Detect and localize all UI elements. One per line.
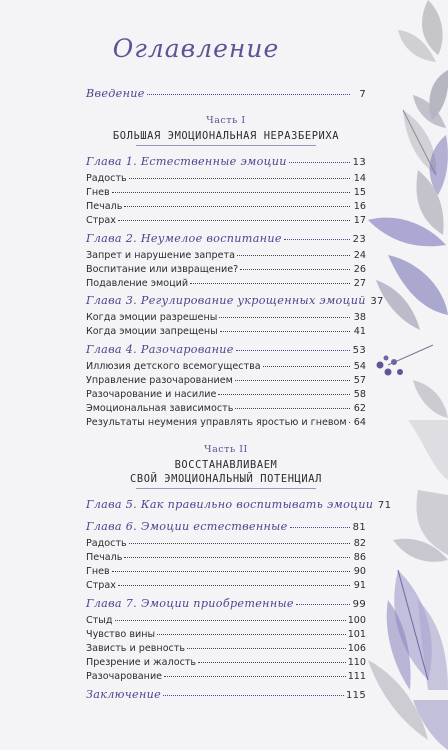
page-number: 90 bbox=[353, 566, 366, 577]
entry-label: Когда эмоции разрешены bbox=[86, 312, 218, 323]
dot-leader bbox=[112, 571, 350, 572]
page-number: 26 bbox=[353, 264, 366, 275]
entry-label: Результаты неумения управлять яростью и гневом bbox=[86, 417, 347, 428]
entry-label: Радость bbox=[86, 173, 127, 184]
entry-label: Разочарование bbox=[86, 671, 163, 682]
entry-label: Когда эмоции запрещены bbox=[86, 326, 218, 337]
toc-entry-chapter-3[interactable] bbox=[86, 294, 384, 308]
dot-leader bbox=[235, 380, 350, 381]
toc-entry-chapter-4[interactable] bbox=[86, 344, 366, 357]
entry-label: Гнев bbox=[86, 566, 110, 577]
page-number: 27 bbox=[353, 278, 366, 289]
berry bbox=[397, 369, 403, 375]
dot-leader bbox=[235, 408, 350, 409]
entry-label: Гнев bbox=[86, 187, 110, 198]
entry-label: Глава 5. Как правильно воспитывать эмоции bbox=[86, 498, 374, 511]
dot-leader bbox=[124, 206, 350, 207]
dot-leader bbox=[240, 269, 350, 270]
bottom-leaves bbox=[368, 490, 448, 750]
dot-leader bbox=[157, 634, 346, 635]
entry-label: Страх bbox=[86, 215, 116, 226]
dot-leader bbox=[237, 255, 350, 256]
page-number: 41 bbox=[353, 326, 366, 337]
page-number: 91 bbox=[353, 580, 366, 591]
dot-leader bbox=[220, 331, 350, 332]
dot-leader bbox=[236, 350, 350, 351]
toc-entry[interactable] bbox=[86, 389, 366, 401]
dot-leader bbox=[147, 94, 350, 95]
toc-entry[interactable] bbox=[86, 201, 366, 213]
page-number: 111 bbox=[347, 671, 366, 682]
entry-label: Запрет и нарушение запрета bbox=[86, 250, 235, 261]
toc-entry[interactable] bbox=[86, 312, 366, 324]
entry-label: Презрение и жалость bbox=[86, 657, 197, 668]
toc-entry[interactable] bbox=[86, 566, 366, 578]
entry-label: Печаль bbox=[86, 201, 123, 212]
entry-label: Стыд bbox=[86, 615, 113, 626]
page-number: 86 bbox=[353, 552, 366, 563]
entry-label: Глава 6. Эмоции естественные bbox=[86, 520, 288, 533]
dot-leader bbox=[349, 422, 350, 423]
dot-leader bbox=[263, 366, 350, 367]
page-number: 54 bbox=[353, 361, 366, 372]
dot-leader bbox=[219, 317, 350, 318]
toc-entry[interactable] bbox=[86, 657, 366, 669]
entry-label: Глава 4. Разочарование bbox=[86, 343, 234, 356]
toc-entry[interactable] bbox=[86, 671, 366, 683]
toc-entry[interactable] bbox=[86, 403, 366, 415]
toc-entry[interactable] bbox=[86, 615, 366, 627]
page-number: 64 bbox=[353, 417, 366, 428]
toc-entry[interactable] bbox=[86, 361, 366, 373]
page-number: 115 bbox=[346, 690, 366, 701]
toc-entry[interactable] bbox=[86, 538, 366, 550]
page-title: Оглавление bbox=[112, 34, 280, 63]
toc-entry-chapter-6[interactable] bbox=[86, 521, 366, 534]
toc-entry-chapter-2[interactable] bbox=[86, 233, 366, 246]
page-number: 110 bbox=[347, 657, 366, 668]
toc-entry[interactable] bbox=[86, 326, 366, 338]
page-number: 58 bbox=[353, 389, 366, 400]
part-2-title-line-2: СВОЙ ЭМОЦИОНАЛЬНЫЙ ПОТЕНЦИАЛ bbox=[130, 473, 322, 485]
page-number: 23 bbox=[352, 234, 366, 245]
page-number: 7 bbox=[359, 89, 366, 100]
toc-entry[interactable] bbox=[86, 187, 366, 199]
entry-label: Эмоциональная зависимость bbox=[86, 403, 234, 414]
toc-entry[interactable] bbox=[86, 643, 366, 655]
toc-entry[interactable] bbox=[86, 173, 366, 185]
part-1-label: Часть I bbox=[206, 115, 246, 126]
dot-leader bbox=[112, 192, 350, 193]
middle-leaves bbox=[368, 170, 448, 480]
page-number: 62 bbox=[353, 403, 366, 414]
toc-entry[interactable] bbox=[86, 580, 366, 592]
toc-entry-intro[interactable] bbox=[86, 88, 366, 101]
dot-leader bbox=[190, 283, 350, 284]
toc-entry[interactable] bbox=[86, 215, 366, 227]
toc-entry-chapter-7[interactable] bbox=[86, 598, 366, 611]
dot-leader bbox=[187, 648, 346, 649]
dot-leader bbox=[198, 662, 346, 663]
toc-entry[interactable] bbox=[86, 264, 366, 276]
dot-leader bbox=[129, 178, 350, 179]
dot-leader bbox=[129, 543, 350, 544]
berry bbox=[391, 359, 397, 365]
entry-label: Иллюзия детского всемогущества bbox=[86, 361, 261, 372]
toc-entry[interactable] bbox=[86, 278, 366, 290]
dot-leader bbox=[296, 604, 350, 605]
entry-label: Управление разочарованием bbox=[86, 375, 233, 386]
dot-leader bbox=[290, 527, 350, 528]
berry bbox=[384, 356, 389, 361]
entry-label: Печаль bbox=[86, 552, 123, 563]
dot-leader bbox=[118, 220, 350, 221]
page-number: 24 bbox=[353, 250, 366, 261]
part-2-divider bbox=[136, 488, 316, 489]
berry bbox=[377, 362, 384, 369]
entry-label: Радость bbox=[86, 538, 127, 549]
entry-label: Глава 7. Эмоции приобретенные bbox=[86, 597, 294, 610]
berry bbox=[385, 369, 392, 376]
entry-label: Глава 3. Регулирование укрощенных эмоций bbox=[86, 294, 366, 307]
page-number: 82 bbox=[353, 538, 366, 549]
dot-leader bbox=[163, 695, 344, 696]
page-number: 37 bbox=[370, 296, 384, 307]
dot-leader bbox=[289, 162, 350, 163]
page-number: 53 bbox=[352, 345, 366, 356]
top-leaves bbox=[398, 0, 448, 195]
entry-label: Введение bbox=[86, 87, 145, 100]
page-number: 71 bbox=[377, 500, 392, 511]
part-1-title: БОЛЬШАЯ ЭМОЦИОНАЛЬНАЯ НЕРАЗБЕРИХА bbox=[112, 130, 340, 142]
page-number: 99 bbox=[352, 599, 366, 610]
dot-leader bbox=[164, 676, 346, 677]
leaf-illustration bbox=[358, 0, 448, 750]
page-number: 38 bbox=[353, 312, 366, 323]
page-number: 101 bbox=[347, 629, 366, 640]
page-number: 14 bbox=[353, 173, 366, 184]
page-number: 17 bbox=[353, 215, 366, 226]
toc-entry-chapter-1[interactable] bbox=[86, 156, 366, 169]
dot-leader bbox=[124, 557, 350, 558]
dot-leader bbox=[284, 239, 350, 240]
entry-label: Подавление эмоций bbox=[86, 278, 189, 289]
part-2-title-line-1: ВОССТАНАВЛИВАЕМ bbox=[174, 459, 278, 471]
page-number: 100 bbox=[347, 615, 366, 626]
toc-entry[interactable] bbox=[86, 250, 366, 262]
dot-leader bbox=[118, 585, 350, 586]
part-1-divider bbox=[136, 145, 316, 146]
entry-label: Зависть и ревность bbox=[86, 643, 186, 654]
part-2-label: Часть II bbox=[204, 444, 248, 455]
page-number: 13 bbox=[352, 157, 366, 168]
dot-leader bbox=[115, 620, 346, 621]
toc-entry-chapter-5[interactable] bbox=[86, 498, 392, 512]
entry-label: Воспитание или извращение? bbox=[86, 264, 239, 275]
toc-entry-conclusion[interactable] bbox=[86, 689, 366, 702]
entry-label: Глава 1. Естественные эмоции bbox=[86, 155, 287, 168]
entry-label: Заключение bbox=[86, 688, 162, 701]
entry-label: Страх bbox=[86, 580, 116, 591]
toc-entry[interactable] bbox=[86, 629, 366, 641]
page-number: 81 bbox=[352, 522, 366, 533]
page-number: 15 bbox=[353, 187, 366, 198]
page-number: 16 bbox=[353, 201, 366, 212]
entry-label: Чувство вины bbox=[86, 629, 156, 640]
toc-entry[interactable] bbox=[86, 552, 366, 564]
entry-label: Разочарование и насилие bbox=[86, 389, 217, 400]
page-number: 57 bbox=[353, 375, 366, 386]
dot-leader bbox=[218, 394, 350, 395]
page-number: 106 bbox=[347, 643, 366, 654]
toc-entry[interactable] bbox=[86, 375, 366, 387]
toc-entry[interactable] bbox=[86, 417, 366, 429]
entry-label: Глава 2. Неумелое воспитание bbox=[86, 232, 282, 245]
